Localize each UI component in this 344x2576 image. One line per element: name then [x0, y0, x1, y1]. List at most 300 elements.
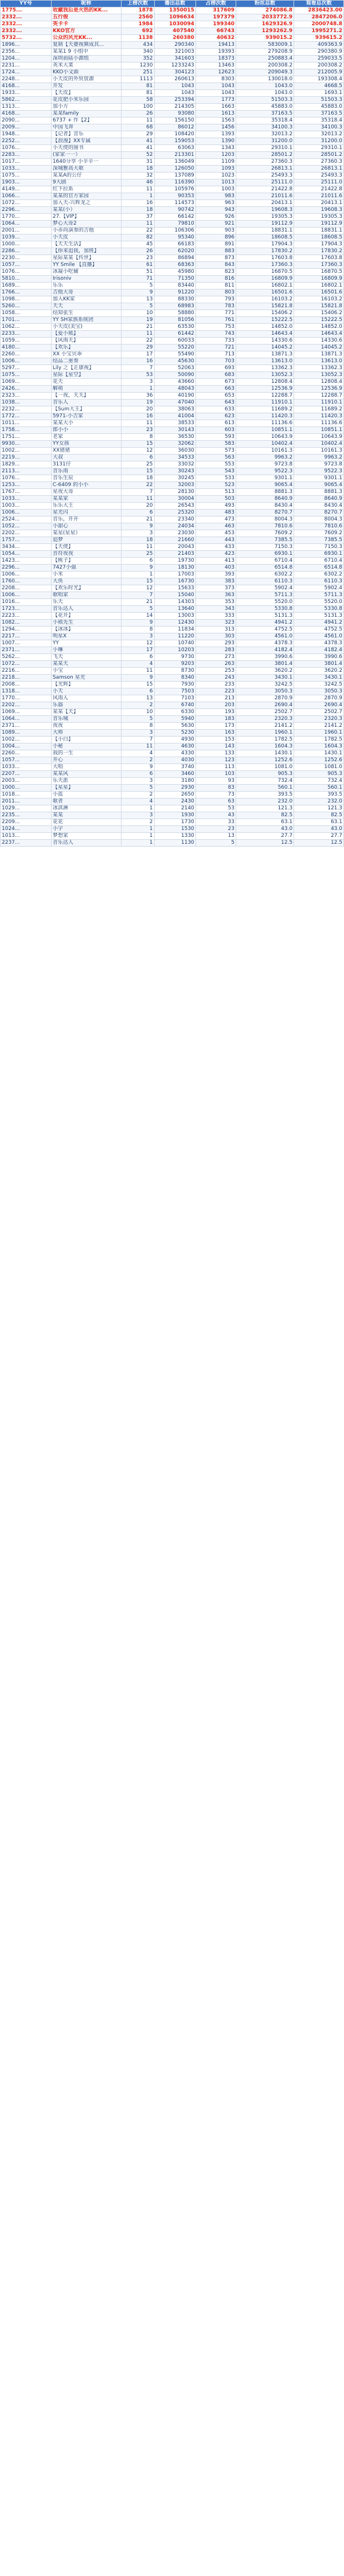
table-row[interactable]: [1, 833, 344, 840]
cell-yy-id: 1013...: [1, 833, 52, 840]
cell-views-total: 12288.7: [294, 393, 344, 400]
cell-rank-count: 37: [121, 214, 154, 221]
cell-rank-count: 4: [121, 750, 154, 757]
table-row[interactable]: [1, 461, 344, 468]
cell-views-total: 1693.1: [294, 90, 344, 97]
cell-rank-count: 3: [121, 379, 154, 386]
table-row[interactable]: [1, 427, 344, 434]
cell-views-total: 290380.9: [294, 49, 344, 56]
cell-nickname: 加小方: [51, 104, 121, 111]
cell-occupy-count: 653: [196, 393, 236, 400]
cell-occupy-count: 153: [196, 737, 236, 743]
table-row[interactable]: [1, 104, 344, 111]
cell-total-shows: 6740: [154, 702, 196, 709]
cell-total-shows: 19730: [154, 558, 196, 565]
cell-views-total: 16870.5: [294, 269, 344, 276]
cell-views-total: 6930.1: [294, 551, 344, 558]
cell-rank-count: 11: [121, 420, 154, 427]
cell-occupy-count: 393: [196, 571, 236, 578]
cell-total-shows: 30004: [154, 496, 196, 503]
table-row[interactable]: [1, 709, 344, 716]
cell-total-shows: 62020: [154, 248, 196, 255]
cell-views-total: 16501.6: [294, 289, 344, 296]
cell-nickname: KKO小文曲: [51, 69, 121, 76]
table-row[interactable]: [1, 482, 344, 489]
cell-fans-total: 4561.0: [236, 633, 294, 640]
cell-rank-count: 3: [121, 812, 154, 819]
table-row[interactable]: [1, 207, 344, 214]
table-row[interactable]: [1, 338, 344, 344]
table-row[interactable]: [1, 365, 344, 372]
cell-total-shows: 5230: [154, 730, 196, 737]
cell-rank-count: 10: [121, 310, 154, 317]
table-header-row: [1, 1, 344, 7]
table-row[interactable]: [1, 592, 344, 599]
cell-total-shows: 8730: [154, 668, 196, 675]
table-row[interactable]: [1, 571, 344, 578]
table-row[interactable]: [1, 49, 344, 56]
table-row[interactable]: [1, 214, 344, 221]
cell-total-shows: 5940: [154, 716, 196, 723]
cell-yy-id: 1057...: [1, 757, 52, 764]
table-row[interactable]: [1, 434, 344, 441]
cell-fans-total: 8881.3: [236, 489, 294, 496]
table-row[interactable]: [1, 324, 344, 331]
cell-rank-count: 11: [121, 496, 154, 503]
cell-views-total: 9301.1: [294, 475, 344, 482]
table-row[interactable]: [1, 173, 344, 179]
cell-nickname: 明星X: [51, 633, 121, 640]
table-row[interactable]: [1, 606, 344, 613]
cell-yy-id: 1057...: [1, 262, 52, 269]
table-row[interactable]: [1, 778, 344, 785]
cell-nickname: 红下拉系: [51, 186, 121, 193]
cell-total-shows: 3460: [154, 771, 196, 778]
cell-views-total: 29310.1: [294, 145, 344, 152]
cell-yy-id: 2296...: [1, 207, 52, 214]
table-row[interactable]: [1, 413, 344, 420]
table-row[interactable]: [1, 262, 344, 269]
cell-views-total: 11689.2: [294, 406, 344, 413]
table-row[interactable]: [1, 372, 344, 379]
table-row[interactable]: [1, 516, 344, 523]
column-header-fans-total[interactable]: 粉丝总数: [236, 1, 294, 7]
table-row[interactable]: [1, 503, 344, 510]
cell-total-shows: 47040: [154, 400, 196, 406]
cell-fans-total: 82.5: [236, 812, 294, 819]
table-row[interactable]: [1, 317, 344, 324]
cell-occupy-count: 1393: [196, 131, 236, 138]
cell-yy-id: 1076...: [1, 475, 52, 482]
cell-rank-count: 6: [121, 455, 154, 461]
cell-views-total: 409363.9: [294, 42, 344, 49]
table-row[interactable]: [1, 289, 344, 296]
cell-fans-total: 10851.1: [236, 427, 294, 434]
cell-yy-id: 5297...: [1, 365, 52, 372]
cell-fans-total: 25493.3: [236, 173, 294, 179]
cell-occupy-count: 40632: [196, 35, 236, 42]
cell-occupy-count: 1343: [196, 145, 236, 152]
cell-yy-id: 2218...: [1, 675, 52, 682]
table-row[interactable]: [1, 716, 344, 723]
cell-yy-id: 1775...: [1, 7, 52, 14]
cell-yy-id: 2252...: [1, 138, 52, 145]
table-row[interactable]: [1, 269, 344, 276]
table-row[interactable]: [1, 358, 344, 365]
cell-fans-total: 2502.7: [236, 709, 294, 716]
table-row[interactable]: [1, 28, 344, 35]
cell-nickname: 大叔: [51, 455, 121, 461]
cell-rank-count: 1: [121, 386, 154, 393]
column-header-yy-id[interactable]: YY号: [1, 1, 52, 7]
cell-yy-id: 1723...: [1, 606, 52, 613]
cell-rank-count: 61: [121, 262, 154, 269]
table-row[interactable]: [1, 393, 344, 400]
cell-views-total: 4182.4: [294, 647, 344, 654]
cell-fans-total: 37163.5: [236, 111, 294, 118]
cell-views-total: 26813.1: [294, 166, 344, 173]
table-row[interactable]: [1, 255, 344, 262]
cell-fans-total: 13613.0: [236, 358, 294, 365]
table-row[interactable]: [1, 90, 344, 97]
table-row[interactable]: [1, 448, 344, 455]
cell-fans-total: 2033772.9: [236, 14, 294, 21]
table-row[interactable]: [1, 668, 344, 675]
cell-rank-count: 68: [121, 124, 154, 131]
table-row[interactable]: [1, 111, 344, 118]
cell-views-total: 7609.2: [294, 530, 344, 537]
cell-fans-total: 11420.3: [236, 413, 294, 420]
table-row[interactable]: [1, 496, 344, 503]
table-row[interactable]: [1, 179, 344, 186]
table-row[interactable]: [1, 578, 344, 585]
cell-occupy-count: 13: [196, 833, 236, 840]
table-row[interactable]: [1, 441, 344, 448]
cell-rank-count: 81: [121, 83, 154, 90]
table-row[interactable]: [1, 475, 344, 482]
cell-rank-count: 7: [121, 365, 154, 372]
table-row[interactable]: [1, 379, 344, 386]
cell-nickname: 开发: [51, 83, 121, 90]
table-row[interactable]: [1, 805, 344, 812]
table-row[interactable]: [1, 42, 344, 49]
table-row[interactable]: [1, 303, 344, 310]
cell-occupy-count: 873: [196, 255, 236, 262]
cell-fans-total: 15222.5: [236, 317, 294, 324]
cell-occupy-count: 433: [196, 544, 236, 551]
table-row[interactable]: [1, 406, 344, 413]
cell-occupy-count: 8303: [196, 76, 236, 83]
cell-total-shows: 52063: [154, 365, 196, 372]
table-row[interactable]: [1, 723, 344, 730]
cell-total-shows: 63530: [154, 324, 196, 331]
cell-views-total: 13613.0: [294, 358, 344, 365]
table-row[interactable]: [1, 510, 344, 516]
cell-yy-id: 1313...: [1, 104, 52, 111]
cell-rank-count: 41: [121, 138, 154, 145]
table-row[interactable]: [1, 785, 344, 792]
cell-yy-id: 2090...: [1, 118, 52, 124]
table-row[interactable]: [1, 551, 344, 558]
cell-yy-id: 4180...: [1, 344, 52, 351]
table-row[interactable]: [1, 455, 344, 461]
cell-yy-id: 2207...: [1, 771, 52, 778]
cell-views-total: 212005.9: [294, 69, 344, 76]
ranking-table: [0, 0, 344, 847]
cell-yy-id: 1006...: [1, 592, 52, 599]
table-row[interactable]: [1, 200, 344, 207]
cell-rank-count: 8: [121, 627, 154, 633]
cell-fans-total: 14330.6: [236, 338, 294, 344]
table-row[interactable]: [1, 558, 344, 565]
table-row[interactable]: [1, 296, 344, 303]
table-row[interactable]: [1, 221, 344, 228]
table-row[interactable]: [1, 248, 344, 255]
cell-occupy-count: 513: [196, 489, 236, 496]
table-row[interactable]: [1, 819, 344, 826]
table-row[interactable]: [1, 764, 344, 771]
cell-yy-id: 5732...: [1, 35, 52, 42]
cell-total-shows: 108420: [154, 131, 196, 138]
cell-yy-id: 2216...: [1, 668, 52, 675]
cell-yy-id: 9930...: [1, 441, 52, 448]
table-row[interactable]: [1, 14, 344, 21]
cell-occupy-count: 283: [196, 647, 236, 654]
cell-fans-total: 9723.8: [236, 461, 294, 468]
table-row[interactable]: [1, 695, 344, 702]
table-row[interactable]: [1, 620, 344, 627]
table-row[interactable]: [1, 675, 344, 682]
cell-occupy-count: 771: [196, 310, 236, 317]
table-row[interactable]: [1, 276, 344, 283]
table-row[interactable]: [1, 283, 344, 289]
table-row[interactable]: [1, 750, 344, 757]
cell-rank-count: 100: [121, 104, 154, 111]
cell-yy-id: 1004...: [1, 743, 52, 750]
table-row[interactable]: [1, 826, 344, 833]
table-row[interactable]: [1, 69, 344, 76]
cell-occupy-count: 553: [196, 461, 236, 468]
table-row[interactable]: [1, 118, 344, 124]
cell-rank-count: 14: [121, 613, 154, 620]
cell-fans-total: 121.3: [236, 805, 294, 812]
cell-yy-id: 1089...: [1, 730, 52, 737]
cell-rank-count: 51: [121, 269, 154, 276]
cell-yy-id: 2001...: [1, 228, 52, 234]
table-row[interactable]: [1, 654, 344, 661]
cell-nickname: 冰淇淋: [51, 805, 121, 812]
table-row[interactable]: [1, 640, 344, 647]
cell-rank-count: 15: [121, 468, 154, 475]
cell-rank-count: 52: [121, 152, 154, 159]
table-row[interactable]: [1, 83, 344, 90]
table-row[interactable]: [1, 76, 344, 83]
table-row[interactable]: [1, 186, 344, 193]
table-row[interactable]: [1, 7, 344, 14]
cell-yy-id: 1000...: [1, 785, 52, 792]
table-row[interactable]: [1, 688, 344, 695]
cell-occupy-count: 303: [196, 633, 236, 640]
table-row[interactable]: [1, 193, 344, 200]
cell-rank-count: 11: [121, 743, 154, 750]
cell-total-shows: 25320: [154, 510, 196, 516]
cell-occupy-count: 503: [196, 496, 236, 503]
cell-views-total: 4561.0: [294, 633, 344, 640]
cell-rank-count: 32: [121, 173, 154, 179]
cell-fans-total: 560.1: [236, 785, 294, 792]
cell-occupy-count: 333: [196, 613, 236, 620]
table-row[interactable]: [1, 798, 344, 805]
cell-fans-total: 2320.3: [236, 716, 294, 723]
table-row[interactable]: [1, 400, 344, 406]
table-row[interactable]: [1, 124, 344, 131]
cell-views-total: 560.1: [294, 785, 344, 792]
cell-fans-total: 12288.7: [236, 393, 294, 400]
cell-total-shows: 4630: [154, 743, 196, 750]
cell-nickname: 大鱼: [51, 578, 121, 585]
table-row[interactable]: [1, 35, 344, 42]
cell-views-total: 34100.3: [294, 124, 344, 131]
cell-views-total: 1604.3: [294, 743, 344, 750]
table-row[interactable]: [1, 351, 344, 358]
cell-views-total: 4668.5: [294, 83, 344, 90]
table-row[interactable]: [1, 771, 344, 778]
cell-views-total: 15406.2: [294, 310, 344, 317]
cell-views-total: 2320.3: [294, 716, 344, 723]
column-header-occupy-count[interactable]: 占榜次数: [196, 1, 236, 7]
table-row[interactable]: [1, 331, 344, 338]
table-row[interactable]: [1, 661, 344, 668]
cell-total-shows: 1130: [154, 840, 196, 847]
cell-occupy-count: 43: [196, 812, 236, 819]
cell-total-shows: 38063: [154, 406, 196, 413]
table-row[interactable]: [1, 21, 344, 28]
table-row[interactable]: [1, 633, 344, 640]
table-row[interactable]: [1, 62, 344, 69]
cell-views-total: 12808.4: [294, 379, 344, 386]
column-header-rank-count[interactable]: 上榜次数: [121, 1, 154, 7]
cell-total-shows: 30245: [154, 475, 196, 482]
cell-fans-total: 5902.4: [236, 585, 294, 592]
cell-fans-total: 4752.5: [236, 627, 294, 633]
cell-fans-total: 17830.2: [236, 248, 294, 255]
table-row[interactable]: [1, 159, 344, 166]
table-row[interactable]: [1, 702, 344, 709]
cell-nickname: 【花开】: [51, 613, 121, 620]
cell-yy-id: 2283...: [1, 152, 52, 159]
cell-rank-count: 7: [121, 592, 154, 599]
cell-total-shows: 290340: [154, 42, 196, 49]
cell-total-shows: 45630: [154, 358, 196, 365]
cell-fans-total: 232.0: [236, 798, 294, 805]
cell-nickname: 公众的风光KK...: [51, 35, 121, 42]
table-row[interactable]: [1, 743, 344, 750]
cell-total-shows: 63063: [154, 145, 196, 152]
table-row[interactable]: [1, 56, 344, 62]
table-row[interactable]: [1, 757, 344, 764]
table-row[interactable]: [1, 234, 344, 241]
table-row[interactable]: [1, 627, 344, 633]
table-row[interactable]: [1, 420, 344, 427]
cell-yy-id: 1933...: [1, 90, 52, 97]
table-row[interactable]: [1, 152, 344, 159]
cell-yy-id: 5862...: [1, 97, 52, 104]
table-row[interactable]: [1, 523, 344, 530]
cell-fans-total: 9522.3: [236, 468, 294, 475]
cell-fans-total: 8270.7: [236, 510, 294, 516]
cell-total-shows: 2430: [154, 798, 196, 805]
table-row[interactable]: [1, 599, 344, 606]
cell-yy-id: 1062...: [1, 324, 52, 331]
table-row[interactable]: [1, 840, 344, 847]
cell-occupy-count: 1203: [196, 152, 236, 159]
cell-occupy-count: 903: [196, 228, 236, 234]
cell-nickname: 乐乐大王: [51, 503, 121, 510]
table-row[interactable]: [1, 228, 344, 234]
cell-nickname: 中国飞奔: [51, 124, 121, 131]
cell-rank-count: 1113: [121, 76, 154, 83]
table-row[interactable]: [1, 537, 344, 544]
table-row[interactable]: [1, 613, 344, 620]
table-row[interactable]: [1, 310, 344, 317]
cell-occupy-count: 926: [196, 214, 236, 221]
column-header-nickname[interactable]: 昵称: [51, 1, 121, 7]
table-row[interactable]: [1, 386, 344, 393]
column-header-total-shows[interactable]: 播出总数: [154, 1, 196, 7]
table-row[interactable]: [1, 145, 344, 152]
cell-rank-count: 20: [121, 406, 154, 413]
cell-fans-total: 14852.0: [236, 324, 294, 331]
cell-rank-count: 1: [121, 840, 154, 847]
cell-views-total: 12.5: [294, 840, 344, 847]
cell-nickname: 深圳前陆小源组: [51, 56, 121, 62]
table-row[interactable]: [1, 585, 344, 592]
table-row[interactable]: [1, 682, 344, 688]
cell-yy-id: 1016...: [1, 599, 52, 606]
cell-occupy-count: 803: [196, 289, 236, 296]
cell-yy-id: 1689...: [1, 283, 52, 289]
table-row[interactable]: [1, 792, 344, 798]
cell-views-total: 259033.5: [294, 56, 344, 62]
cell-fans-total: 18608.5: [236, 234, 294, 241]
cell-nickname: 五行俊: [51, 14, 121, 21]
table-row[interactable]: [1, 544, 344, 551]
table-row[interactable]: [1, 241, 344, 248]
table-row[interactable]: [1, 468, 344, 475]
table-row[interactable]: [1, 730, 344, 737]
cell-rank-count: 18: [121, 537, 154, 544]
table-row[interactable]: [1, 97, 344, 104]
cell-fans-total: 13052.3: [236, 372, 294, 379]
table-row[interactable]: [1, 565, 344, 571]
cell-yy-id: 1701...: [1, 317, 52, 324]
cell-rank-count: 9: [121, 675, 154, 682]
cell-rank-count: 21: [121, 599, 154, 606]
table-row[interactable]: [1, 489, 344, 496]
table-row[interactable]: [1, 131, 344, 138]
cell-occupy-count: 73: [196, 792, 236, 798]
table-row[interactable]: [1, 737, 344, 743]
table-row[interactable]: [1, 647, 344, 654]
table-row[interactable]: [1, 138, 344, 145]
table-row[interactable]: [1, 530, 344, 537]
table-row[interactable]: [1, 812, 344, 819]
table-row[interactable]: [1, 166, 344, 173]
cell-yy-id: 1058...: [1, 310, 52, 317]
table-row[interactable]: [1, 344, 344, 351]
column-header-views-total[interactable]: 观看总次数: [294, 1, 344, 7]
cell-occupy-count: 793: [196, 296, 236, 303]
